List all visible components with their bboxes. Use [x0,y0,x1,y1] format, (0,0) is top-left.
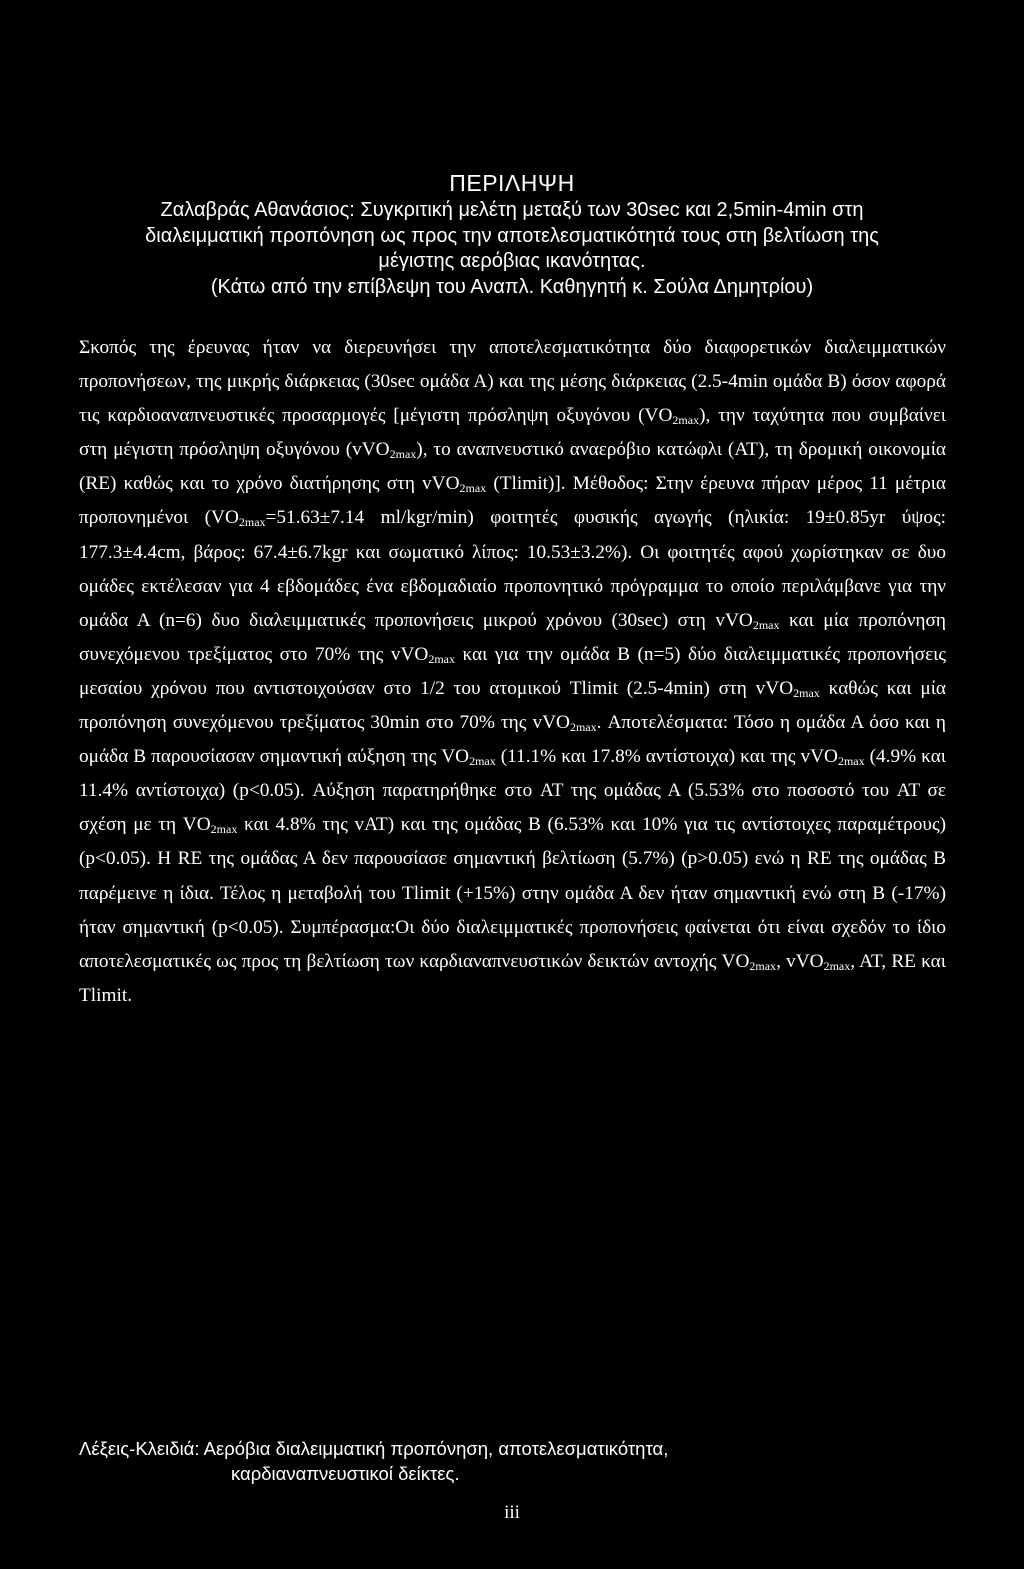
subscript: 2max [823,958,851,973]
text-segment: και μία προπόνηση συνεχόμενου τρεξίματος στο 70% της vVO [79,609,946,665]
keywords-line-1: Αερόβια διαλειμματική προπόνηση, αποτελεσματικότητα, [203,1438,669,1459]
subscript: 2max [672,413,700,428]
keywords-label: Λέξεις-Κλειδιά: [79,1438,200,1459]
subscript: 2max [210,822,238,837]
text-segment: =51.63±7.14 ml/kgr/min) φοιτητές φυσικής αγωγής (ηλικία: 19±0.85yr ύψος: 177.3±4.4cm, βάρος: 67.4±6.7kgr και σωματικό λίπος: 10.53±3.2%). Οι φοιτητές αφού χωρίστηκαν σε δυο ομάδες εκτέλεσαν για 4 εβδομάδες ένα εβδομαδιαίο προπονητικό πρόγραμμα το οποίο περιλάμβανε για την ομάδα Α (n=6) δυο διαλειμματικές προπονήσεις μικρού χρόνου (30sec) στη vVO [79,507,946,631]
subscript: 2max [569,720,597,735]
subscript: 2max [837,754,865,769]
subscript: 2max [238,515,266,530]
text-segment: καθώς και μία προπόνηση συνεχόμενου τρεξίματος 30min στο 70% της vVO [79,677,946,734]
abstract-header [60,168,964,300]
text-segment: . Αποτελέσματα: Τόσο η ομάδα Α όσο και η ομάδα Β παρουσίασαν σημαντική αύξηση της VO [79,712,946,768]
subscript: 2max [389,447,417,462]
author-title-line-1: Ζαλαβράς Αθανάσιος: Συγκριτική μελέτη μεταξύ των 30sec και 2,5min-4min στη [160,199,864,221]
page-title: ΠΕΡΙΛΗΨΗ [449,170,575,196]
text-segment: , vVO [776,950,824,972]
text-segment: και για την ομάδα Β (n=5) δύο διαλειμματικές προπονήσεις μεσαίου χρόνου που αντιστοιχούσαν στο 1/2 του ατομικού Tlimit (2.5-4min) στη vVO [79,643,946,699]
subscript: 2max [428,651,455,666]
page-number: iii [504,1502,520,1523]
text-segment: (Tlimit)]. Μέθοδος: Στην έρευνα πήραν μέρος 11 μέτρια προπονημένοι (VO [79,473,946,529]
text-segment: (4.9% και 11.4% αντίστοιχα) (p<0.05). Αύξηση παρατηρήθηκε στο AT της ομάδας Α (5.53% στο ποσοστό του AT σε σχέση με τη VO [79,746,946,836]
author-title-line-2: διαλειμματική προπόνηση ως προς την αποτελεσματικότητά τους στη βελτίωση της [145,224,879,247]
supervisor-line: (Κάτω από την επίβλεψη του Αναπλ. Καθηγητή κ. Σούλα Δημητρίου) [210,275,814,298]
text-segment: ), το αναπνευστικό αναερόβιο κατώφλι (AT), τη δρομική οικονομία (RE) καθώς και το χρόνο διατήρησης στη vVO [79,439,946,495]
subscript: 2max [749,958,777,973]
keywords-section [79,1436,959,1486]
abstract-body [79,331,946,1013]
subscript: 2max [469,754,496,769]
text-segment: και 4.8% της vAT) και της ομάδας Β (6.53% και 10% για τις αντίστοιχες παραμέτρους) (p<0.05). Η RE της ομάδας Α δεν παρουσίασε σημαντική βελτίωση (5.7%) (p>0.05) ενώ η RE της ομάδας Β παρέμεινε η ίδια. Τέλος η μεταβολή του Tlimit (+15%) στην ομάδα Α δεν ήταν σημαντική ενώ στη Β (-17%) ήταν σημαντική (p<0.05). Συμπέρασμα:Οι δύο διαλειμματικές προπονήσεις φαίνεται ότι είναι σχεδόν το ίδιο αποτελεσματικές ως προς τη βελτίωση των καρδιαναπνευστικών δεικτών αντοχής VO [79,814,946,972]
text-segment: Σκοπός της έρευνας ήταν να διερευνήσει την αποτελεσματικότητα δύο διαφορετικών διαλειμματικών προπονήσεων, της μικρής διάρκειας (30sec ομάδα Α) και της μέσης διάρκειας (2.5-4min ομάδα Β) όσον αφορά τις καρδιοαναπνευστικές προσαρμογές [μέγιστη πρόσληψη οξυγόνου (VO [79,337,946,427]
keywords-line-2: καρδιαναπνευστικοί δείκτες. [231,1463,460,1484]
text-segment: ), την ταχύτητα που συμβαίνει στη μέγιστη πρόσληψη οξυγόνου (vVO [79,405,946,461]
subscript: 2max [752,617,780,632]
abstract-paragraph [79,331,946,1013]
subscript: 2max [793,685,820,700]
text-segment: (11.1% και 17.8% αντίστοιχα) και της vVO [495,746,838,768]
subscript: 2max [459,481,487,496]
author-title-line-3: μέγιστης αερόβιας ικανότητας. [378,250,646,272]
text-segment: , AT, RE και Tlimit. [79,950,946,1006]
